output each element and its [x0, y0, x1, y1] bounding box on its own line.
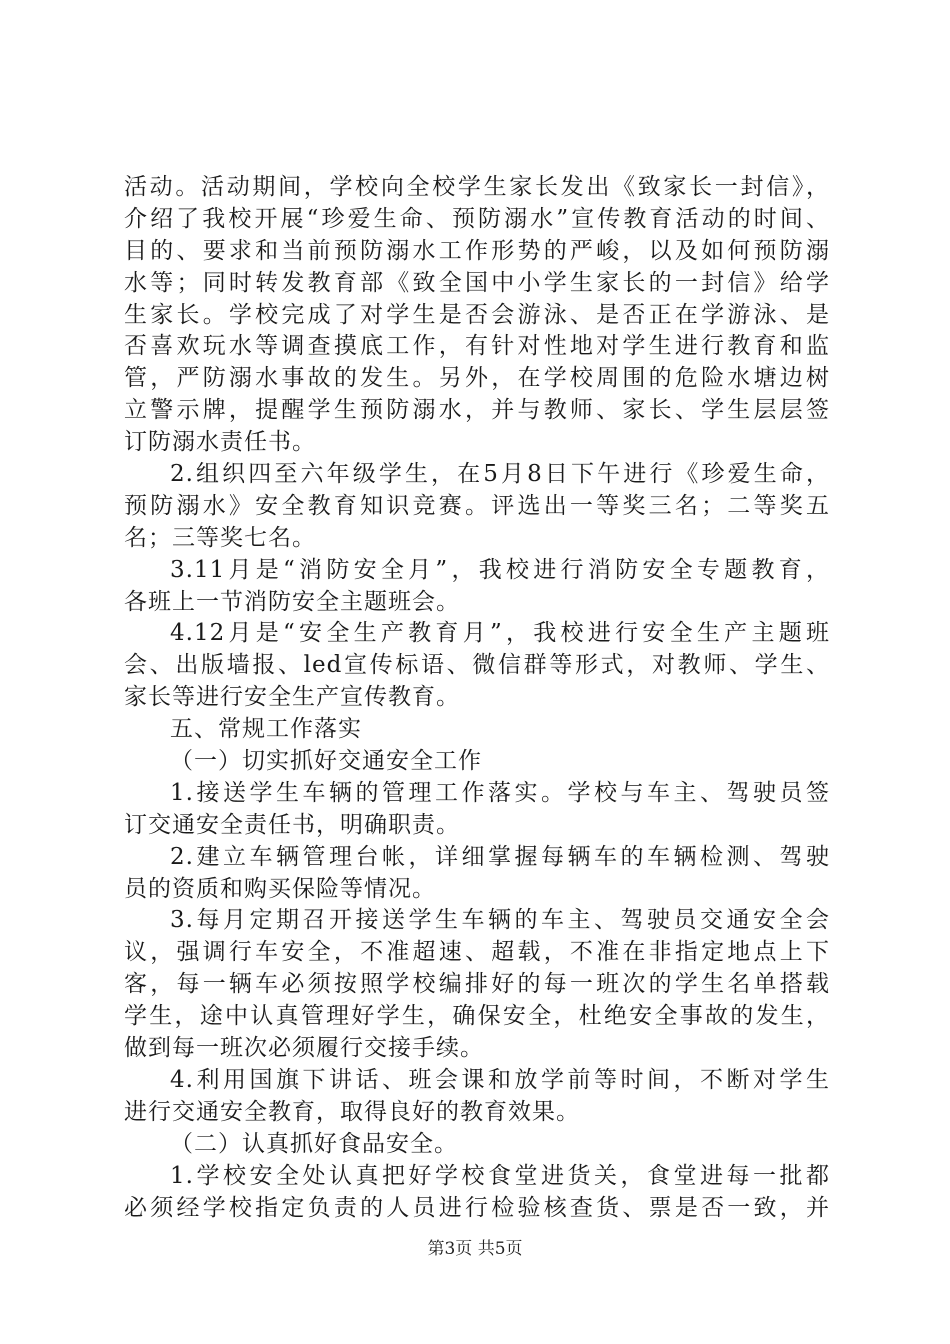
text-line: 做到每一班次必须履行交接手续。	[124, 1035, 484, 1062]
text-line: 客，每一辆车必须按照学校编排好的每一班次的学生名单搭载	[124, 971, 830, 998]
text-line: 议，强调行车安全，不准超速、超载，不准在非指定地点上下	[124, 939, 830, 966]
text-line: 4.利用国旗下讲话、班会课和放学前等时间，不断对学生	[170, 1066, 830, 1093]
text-line: 管，严防溺水事故的发生。另外，在学校周围的危险水塘边树	[124, 365, 830, 392]
text-line: 必须经学校指定负责的人员进行检验核查货、票是否一致，并	[124, 1194, 830, 1221]
text-line: 学生，途中认真管理好学生，确保安全，杜绝安全事故的发生，	[124, 1003, 830, 1030]
text-line: 各班上一节消防安全主题班会。	[124, 588, 460, 615]
text-line: 生家长。学校完成了对学生是否会游泳、是否正在学游泳、是	[124, 301, 830, 328]
text-line: 2.组织四至六年级学生，在5月8日下午进行《珍爱生命，	[170, 461, 830, 488]
text-line: 会、出版墙报、led宣传标语、微信群等形式，对教师、学生、	[124, 652, 830, 679]
text-line: 3.每月定期召开接送学生车辆的车主、驾驶员交通安全会	[170, 907, 830, 934]
text-line: 家长等进行安全生产宣传教育。	[124, 684, 460, 711]
text-line: 进行交通安全教育，取得良好的教育效果。	[124, 1098, 580, 1125]
text-line: 目的、要求和当前预防溺水工作形势的严峻，以及如何预防溺	[124, 237, 830, 264]
text-line: （二）认真抓好食品安全。	[170, 1130, 458, 1157]
text-line: 订交通安全责任书，明确职责。	[124, 811, 460, 838]
text-line: 员的资质和购买保险等情况。	[124, 875, 436, 902]
text-line: （一）切实抓好交通安全工作	[170, 748, 482, 775]
text-line: 预防溺水》安全教育知识竞赛。评选出一等奖三名；二等奖五	[124, 492, 830, 519]
text-line: 水等；同时转发教育部《致全国中小学生家长的一封信》给学	[124, 269, 830, 296]
text-line: 订防溺水责任书。	[124, 429, 316, 456]
text-line: 1.接送学生车辆的管理工作落实。学校与车主、驾驶员签	[170, 779, 830, 806]
text-line: 五、常规工作落实	[170, 716, 362, 743]
page-footer: 第3页 共5页	[427, 1239, 523, 1259]
text-line: 立警示牌，提醒学生预防溺水，并与教师、家长、学生层层签	[124, 397, 830, 424]
text-line: 4.12月是“安全生产教育月”，我校进行安全生产主题班	[170, 620, 830, 647]
text-line: 3.11月是“消防安全月”，我校进行消防安全专题教育，	[170, 556, 830, 583]
body-text	[124, 172, 830, 1224]
text-line: 2.建立车辆管理台帐，详细掌握每辆车的车辆检测、驾驶	[170, 843, 830, 870]
text-line: 否喜欢玩水等调查摸底工作，有针对性地对学生进行教育和监	[124, 333, 830, 360]
text-line: 名；三等奖七名。	[124, 524, 316, 551]
text-line: 介绍了我校开展“珍爱生命、预防溺水”宣传教育活动的时间、	[124, 205, 830, 232]
text-line: 活动。活动期间，学校向全校学生家长发出《致家长一封信》，	[124, 174, 830, 200]
text-line: 1.学校安全处认真把好学校食堂进货关，食堂进每一批都	[170, 1162, 830, 1189]
